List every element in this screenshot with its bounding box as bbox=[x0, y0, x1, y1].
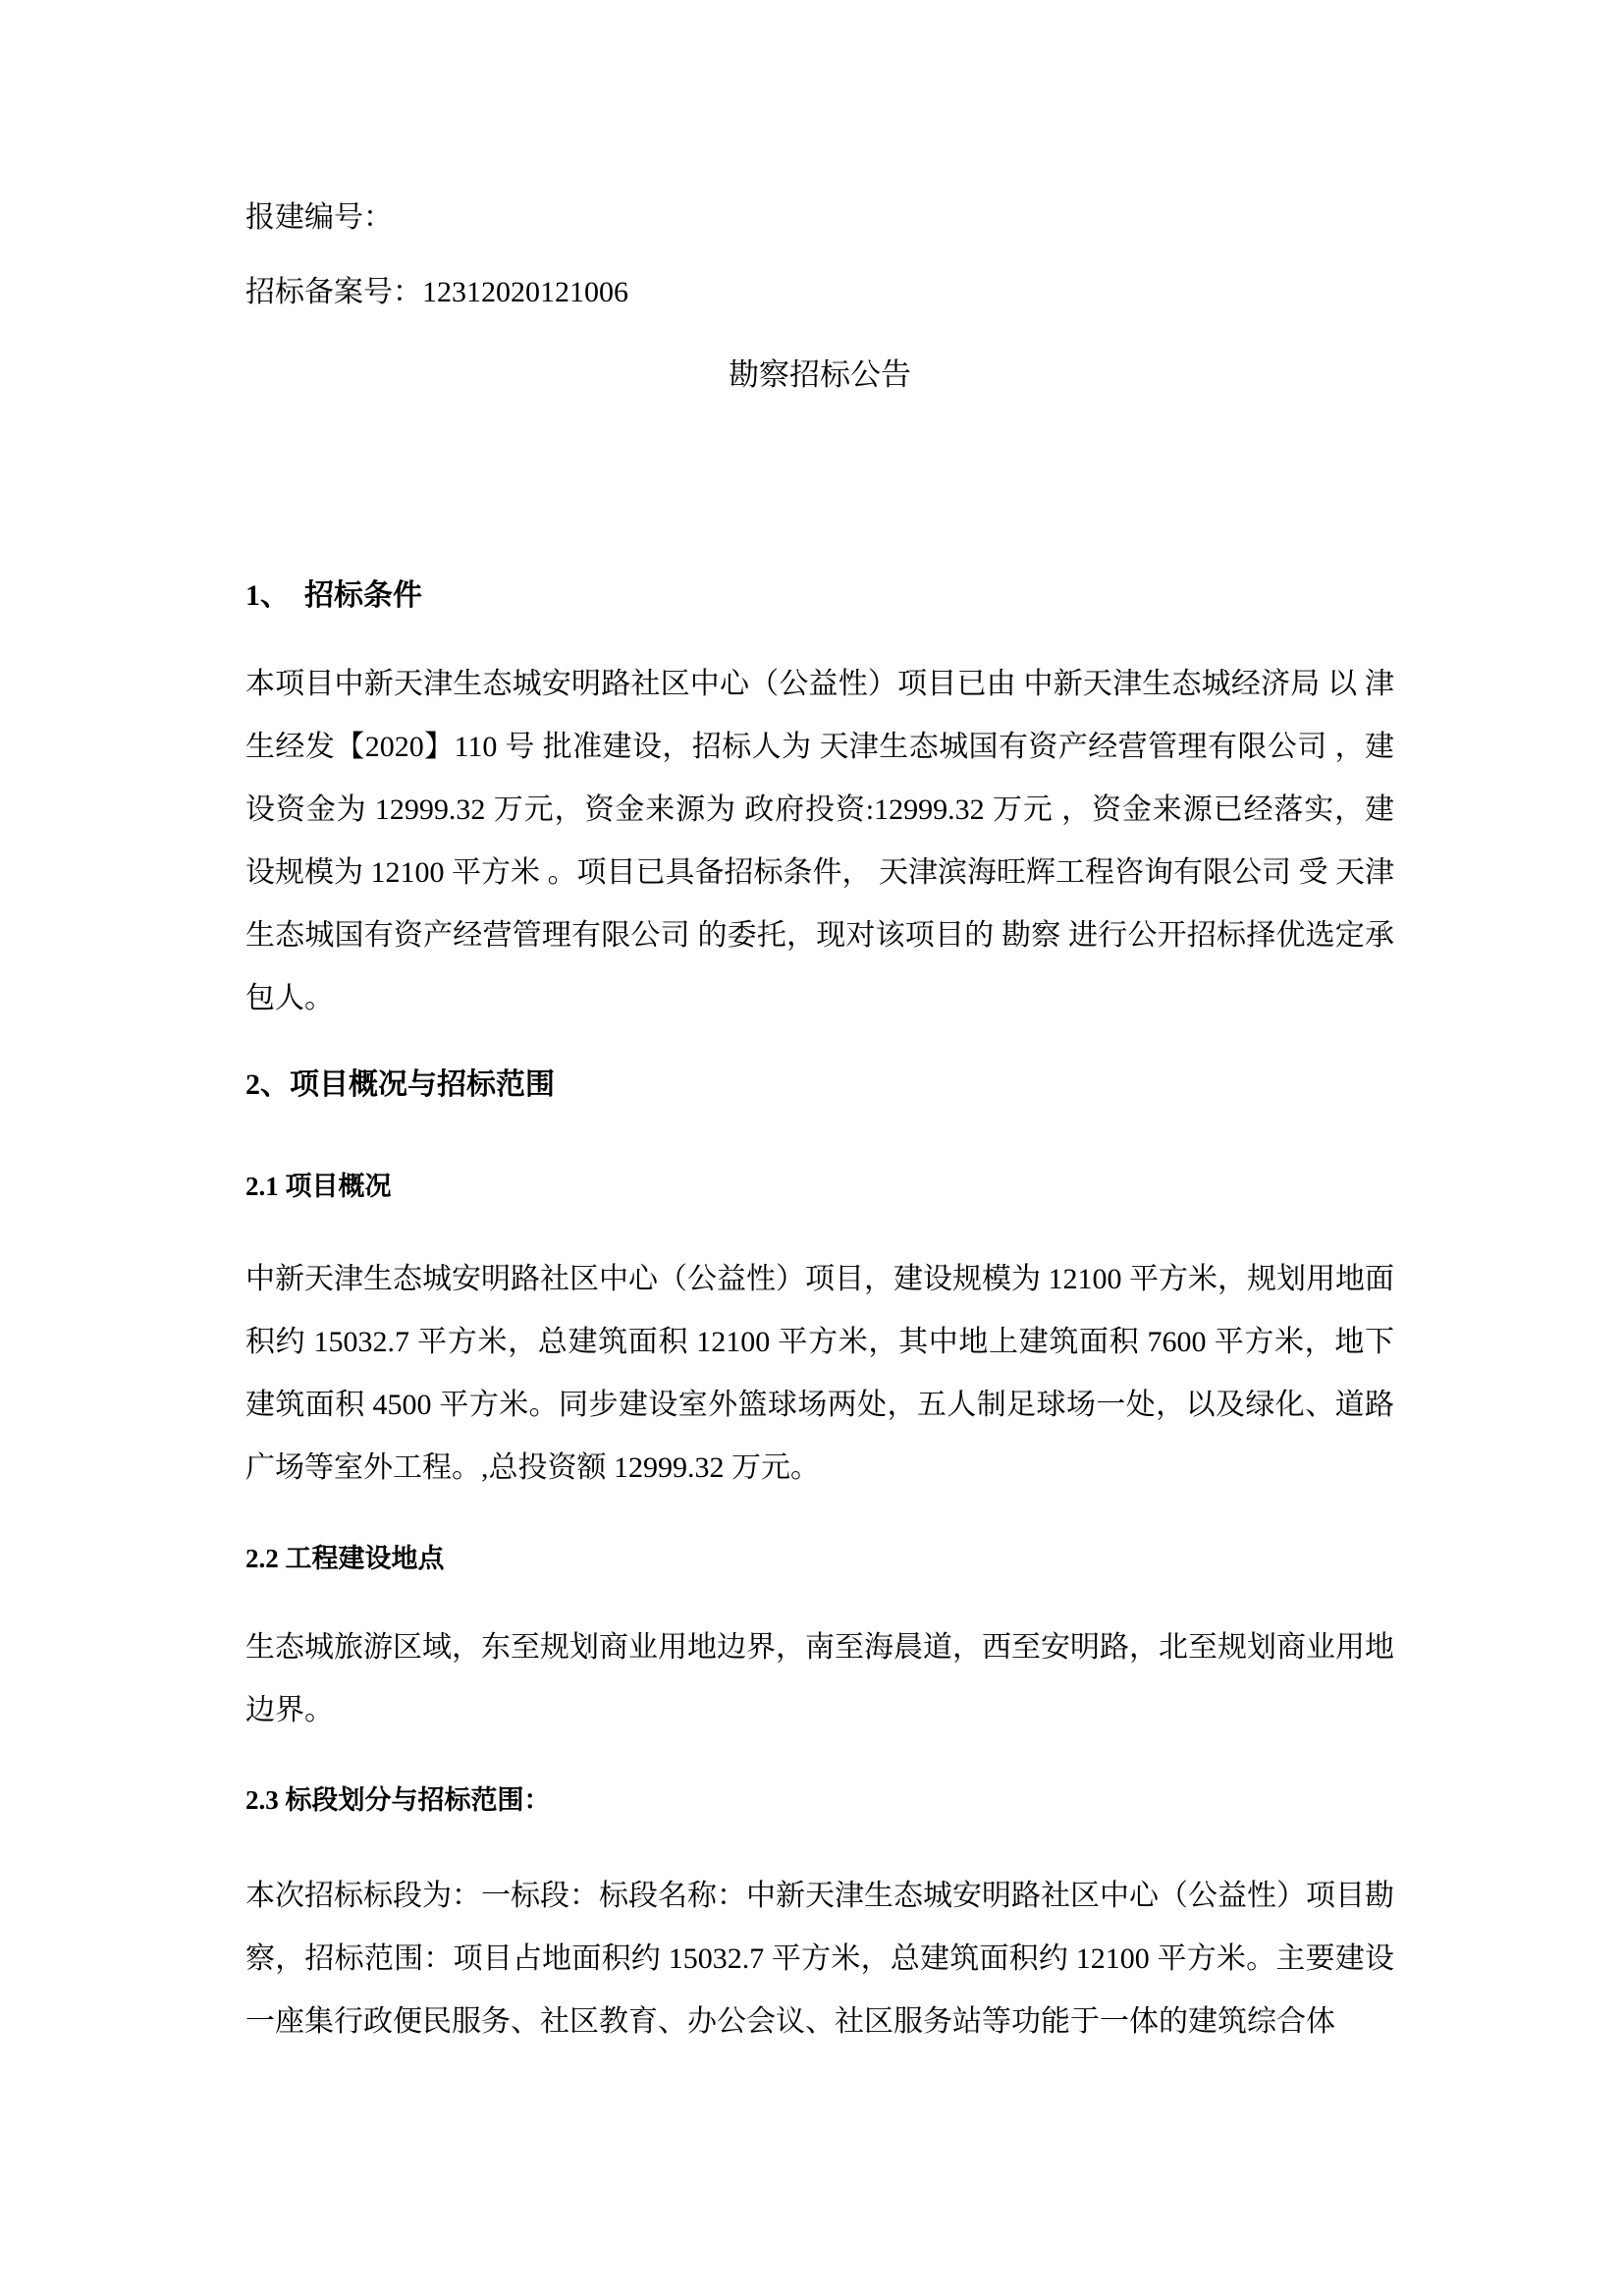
report-build-no-line bbox=[245, 187, 1394, 249]
section-2-heading: 2、项目概况与招标范围 bbox=[245, 1068, 555, 1101]
section-2-2-body: 生态城旅游区域，东至规划商业用地边界，南至海晨道，西至安明路，北至规划商业用地边界。 bbox=[245, 1631, 1394, 1726]
section-2-2-heading: 2.2 工程建设地点 bbox=[245, 1544, 445, 1573]
section-1-heading: 1、 招标条件 bbox=[245, 579, 422, 612]
bid-record-no-line bbox=[245, 261, 1394, 324]
section-2-3-body: 本次招标标段为：一标段：标段名称：中新天津生态城安明路社区中心（公益性）项目勘察，招标范围：项目占地面积约 15032.7 平方米，总建筑面积约 12100 平方米。主要建设一座集行政便民服务、社区教育、办公会议、社区服务站等功能于一体的建筑综合体 bbox=[245, 1880, 1394, 2038]
section-2-1-heading: 2.1 项目概况 bbox=[245, 1172, 392, 1201]
report-build-no-label: 报建编号： bbox=[245, 201, 393, 234]
bid-record-no-label: 招标备案号： bbox=[245, 276, 422, 308]
section-1-body: 本项目中新天津生态城安明路社区中心（公益性）项目已由 中新天津生态城经济局 以 津生经发【2020】110 号 批准建设，招标人为 天津生态城国有资产经营管理有限公司 ，建设资金为 12999.32 万元，资金来源为 政府投资:12999.32 万元 ，资金来源已经落实，建设规模为 12100 平方米 。项目已具备招标条件， 天津滨海旺辉工程咨询有限公司 受 天津生态城国有资产经营管理有限公司 的委托，现对该项目的 勘察 进行公开招标择优选定承包人。 bbox=[245, 668, 1394, 1014]
section-2-3-heading: 2.3 标段划分与招标范围： bbox=[245, 1785, 551, 1815]
document-title: 勘察招标公告 bbox=[729, 357, 911, 392]
section-2-1-body: 中新天津生态城安明路社区中心（公益性）项目，建设规模为 12100 平方米，规划用地面积约 15032.7 平方米，总建筑面积 12100 平方米，其中地上建筑面积 7600 平方米，地下建筑面积 4500 平方米。同步建设室外篮球场两处，五人制足球场一处，以及绿化、道路广场等室外工程。,总投资额 12999.32 万元。 bbox=[245, 1263, 1394, 1484]
bid-record-no-value: 12312020121006 bbox=[422, 276, 628, 308]
